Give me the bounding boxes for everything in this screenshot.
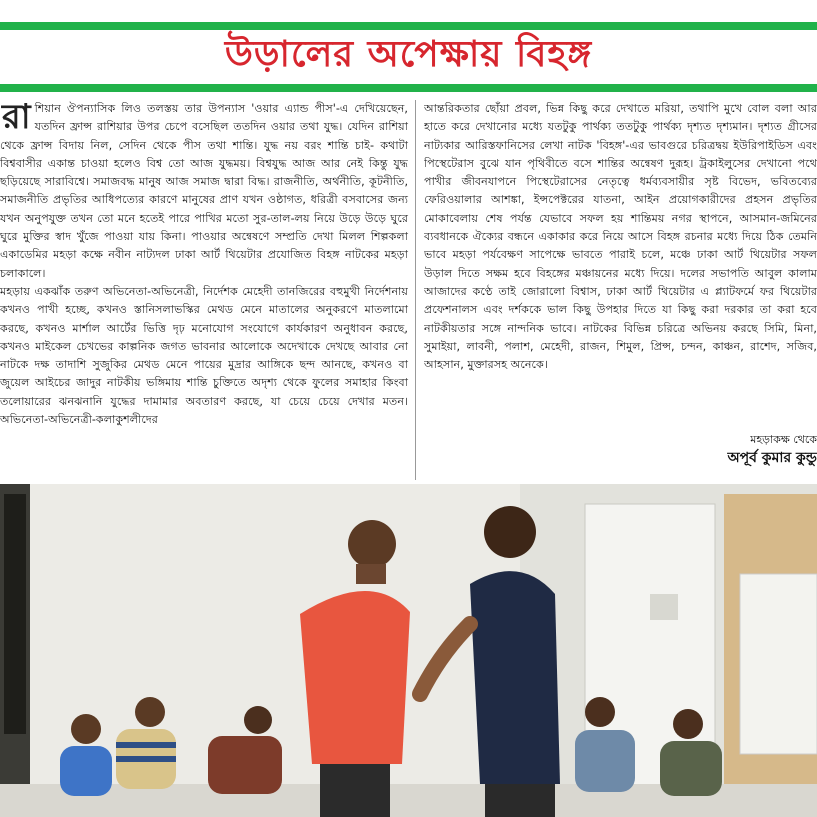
article-paragraph-3: আন্তরিকতার ছোঁয়া প্রবল, ভিন্ন কিছু করে দেখাতে মরিয়া, তথাপি মুখে বোল বলা আর হাতে করে দেখানোর মধ্যে যতটুকু পার্থক্য ততটুকু পার্থক্য দৃশ্যত দৃশ্যমান। দৃশ্যত গ্রীসের নাট্যকার আরিস্তফানিসের লেখা নাটক 'বিহঙ্গ'-এর ভাবগুরে চরিত্রদ্বয় ইউরিপাইডিস এবং পিস্থেটেরাস বুঝে যান পৃথিবীতে বসে শান্তির অন্বেষণ দুরূহ। ট্রকাইলুসের দেখানো পথে পাখীর জীবনযাপনে পিস্থেটেরাসের নেতৃত্বে ধর্মব্যবসায়ীর সৃষ্ট বিভেদ, ভবিতব্যের ফেরিওয়ালার আশঙ্কা, ইন্সপেক্টরের যাতনা, আইন প্রয়োগকারীদের প্রহসন প্রভৃতির মোকাবেলায় শেষ পর্যন্ত যেভাবে সফল হয় শান্তিময় নগর স্থাপনে, আসমান-জমিনের ব্যবধানকে ঐক্যের বন্ধনে একাকার করে নিয়ে আসে বিহঙ্গ রচনার মধ্যে দিয়ে ঠিক তেমনি ভাবে মহড়া পর্যবেক্ষণ সাপেক্ষে ভাবতে পারাই চলে, মঞ্চে ঢাকা আর্ট থিয়েটার সফল উড়াল দিতে সক্ষম হবে বিহঙ্গের মঞ্চায়নের মধ্যে দিয়ে। দলের সভাপতি আবুল কালাম আজাদের কণ্ঠে তাই জোরালো বিশ্বাস, ঢাকা আর্ট থিয়েটার এ প্ল্যাটফর্মে ফর থিয়েটার প্রফেশনালস এবং দর্শককে ভাল কিছু উপহার দিতে যা কিছু করা দরকার তা করা হবে নাটকীয়তার সঙ্গে নান্দনিক ভাবে। নাটকের বিভিন্ন চরিত্রে অভিনয় করছে সিমি, মিনা, সুমাইয়া, লাবনী, পলাশ, মেহেদী, রাজন, শিমুল, প্রিন্স, চন্দন, কাঞ্চন, রাশেদ, সজিব, আহসান, মুক্তারসহ অনেকে।: [424, 102, 817, 372]
article-paragraph-2: মহড়ায় একঝাঁক তরুণ অভিনেতা-অভিনেত্রী, নির্দেশক মেহেদী তানজিরের বহুমুখী নির্দেশনায় কখনও পাখী হচ্ছে, কখনও স্তানিসলাভস্কির মেথড মেনে মাতালের অনুকরণে মাতলামো করছে, কখনও মার্শাল আর্টের ভিত্তি দৃঢ় মনোযোগ সংযোগে কার্যকারণ অনুধাবন করছে, কখনও মাইকেল চেখভের কাল্পনিক জগত ভাবনার আলোকে অদেখাকে দেখছে আবার নো নাটকে দক্ষ তাদাশি সুজুকির মেথড মেনে পায়ের মুদ্রার আঙ্গিকে ছন্দ আনছে, কখনও বা জুয়েল আইচের জাদুর নাটকীয় ভঙ্গিমায় শান্তি চুক্তিতে অদৃশ্য থেকে ফুলের সমাহার কিংবা তলোয়ারের ঝনঝনানি যুদ্ধের দামামার অবতারণ করছে, যা চেয়ে চেয়ে দেখার মতন। অভিনেতা-অভিনেত্রী-কলাকুশলীদের: [0, 284, 408, 427]
rehearsal-photo-illustration: [0, 484, 817, 817]
rehearsal-photo: [0, 484, 817, 817]
article-column-right: [424, 100, 817, 374]
byline-author: অপূর্ব কুমার কুন্ডু: [727, 450, 817, 466]
article-column-left: [0, 97, 408, 429]
byline: [690, 432, 817, 468]
headline: উড়ালের অপেক্ষায় বিহঙ্গ: [0, 30, 817, 84]
drop-cap: রা: [2, 97, 31, 137]
byline-location: মহড়াকক্ষ থেকে: [750, 433, 817, 446]
headline-banner: [0, 22, 817, 92]
paragraph-1-text: শিয়ান ঔপন্যাসিক লিও তলস্তয় তার উপন্যাস 'ওয়ার এ্যান্ড পীস'-এ দেখিয়েছেন, যতদিন ফ্রান্স রাশিয়ার উপর চেপে বসেছিল ততদিন ওয়ার তথা যুদ্ধ। যেদিন রাশিয়া থেকে ফ্রান্স বিদায় নিল, সেদিন থেকে পীস তথা শান্তি। যুদ্ধ নয় বরং শান্তি চাই- কথাটা বিশ্ববাসীর একান্ত চাওয়া হলেও বিশ্ব তো আজ যুদ্ধময়। বিশ্বযুদ্ধ আজ আর নেই কিন্তু যুদ্ধ ছড়িয়েছে সারাবিশ্বে। সমাজবদ্ধ মানুষ আজ সমাজ দ্বারা বিদ্ধ। রাজনীতি, অর্থনীতি, কূটনীতি, সমাজনীতি প্রভৃতির আধিপত্যের কারণে মানুষের প্রাণ যখন ওষ্ঠাগত, ধরিত্রী বসবাসের জন্য যখন অনুপযুক্ত তখন তো মনে হতেই পারে পাখির মতো সুর-তাল-লয় নিয়ে উড়ে উড়ে ঘুরে ঘুরে মুক্তির স্বাদ খুঁজে পাওয়া যায় কিনা। পাওয়ার অন্বেষণে সম্প্রতি দেখা মিলল শিল্পকলা একাডেমির মহড়া কক্ষে নবীন নাট্যদল ঢাকা আর্ট থিয়েটার প্রযোজিত বিহঙ্গ নাটকের মহড়া চলাকালে।: [0, 102, 408, 280]
article-paragraph-1: [0, 97, 408, 283]
column-divider: [415, 100, 416, 480]
